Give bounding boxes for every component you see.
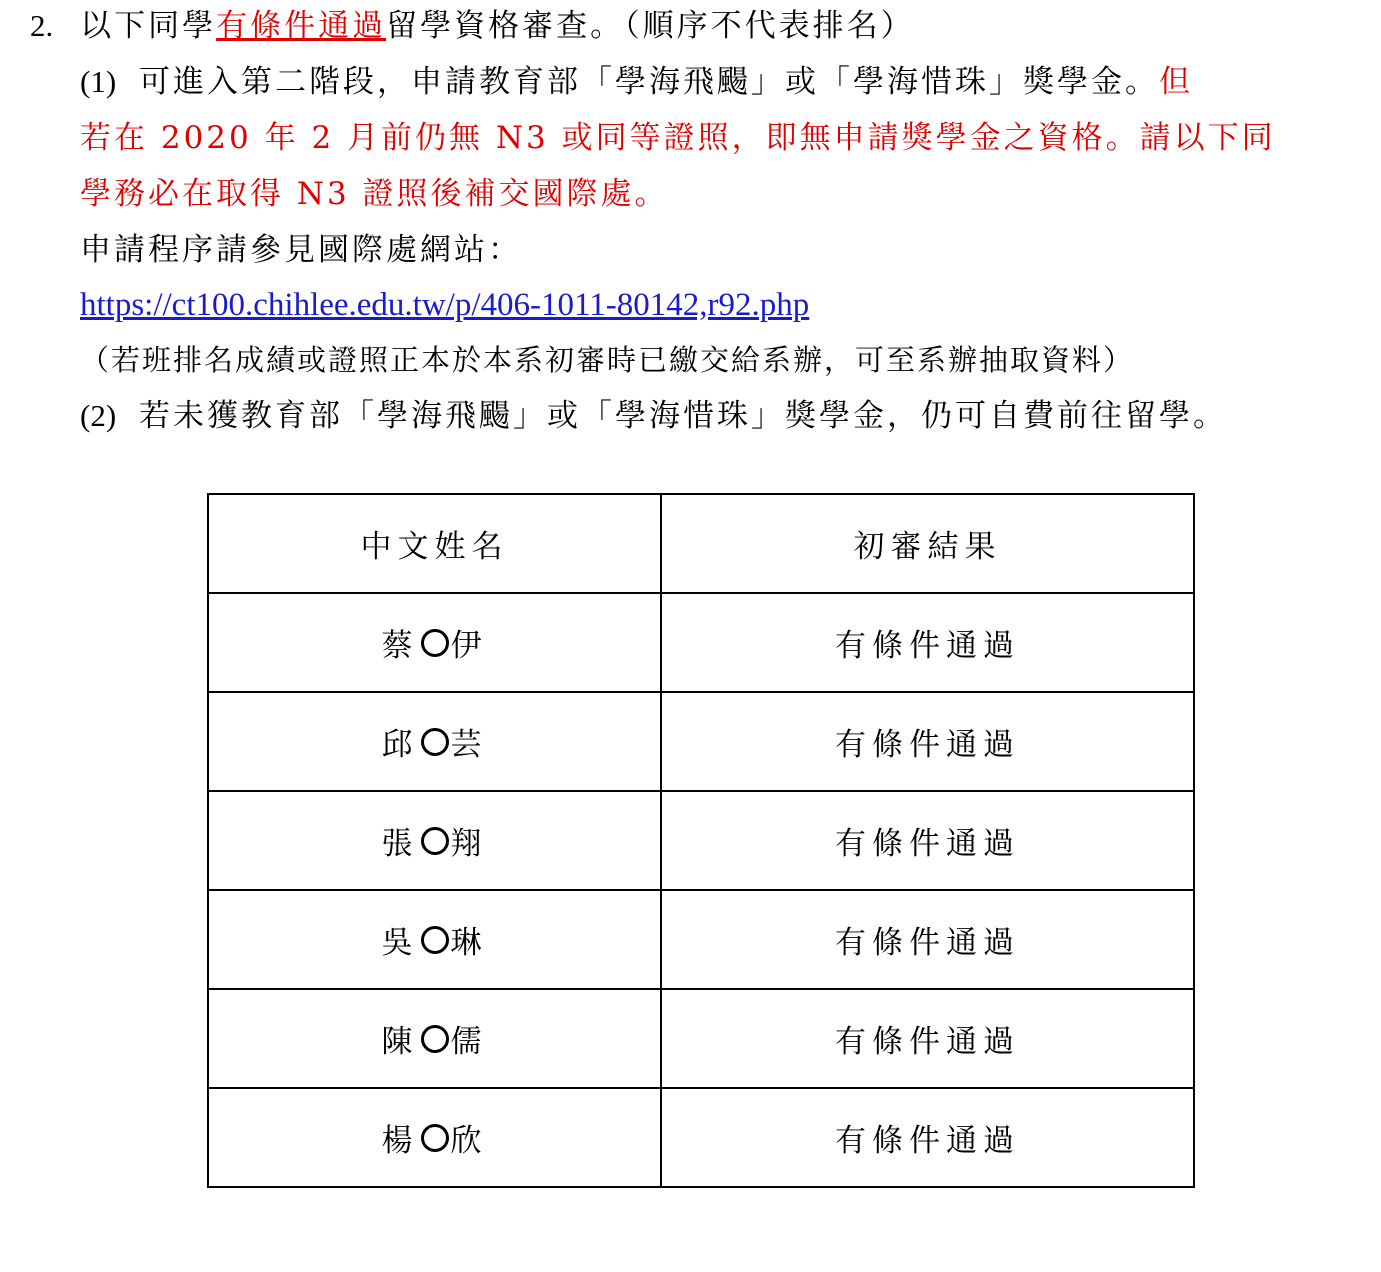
intro-highlight: 有條件通過 [216, 8, 387, 44]
table-row [208, 593, 1194, 692]
name-first: 邱 [381, 727, 419, 763]
table-row [208, 1088, 1194, 1187]
item1-text: 可進入第二階段，申請教育部「學海飛颺」或「學海惜珠」獎學金。 [139, 64, 1160, 100]
header-name: 中文姓名 [208, 494, 661, 593]
item2-line [80, 396, 1227, 436]
review-result: 有條件通過 [661, 593, 1194, 692]
masked-char-icon [421, 926, 449, 954]
review-result: 有條件通過 [661, 1088, 1194, 1187]
intro-after: 留學資格審查。（順序不代表排名） [386, 8, 915, 44]
student-name [208, 593, 661, 692]
student-name [208, 989, 661, 1088]
masked-char-icon [421, 629, 449, 657]
section-number: 2. [30, 8, 54, 43]
name-first: 楊 [381, 1123, 419, 1159]
section-heading [30, 6, 915, 46]
header-result: 初審結果 [661, 494, 1194, 593]
table-row [208, 791, 1194, 890]
table-header-row [208, 494, 1194, 593]
student-name [208, 890, 661, 989]
masked-char-icon [421, 827, 449, 855]
item2-marker: (2) [80, 398, 117, 433]
student-name [208, 1088, 661, 1187]
table-row [208, 989, 1194, 1088]
item1-red-line-2: 若在 2020 年 2 月前仍無 N3 或同等證照，即無申請獎學金之資格。請以下同 [80, 120, 1276, 156]
name-last: 伊 [450, 628, 488, 664]
item1-note: （若班排名成績或證照正本於本系初審時已繳交給系辦，可至系辦抽取資料） [80, 343, 1135, 377]
name-first: 吳 [381, 925, 419, 961]
student-name [208, 692, 661, 791]
name-last: 儒 [450, 1024, 488, 1060]
item1-line [80, 62, 1193, 102]
results-table [207, 493, 1195, 1188]
masked-char-icon [421, 1025, 449, 1053]
name-last: 翔 [450, 826, 488, 862]
masked-char-icon [421, 1124, 449, 1152]
procedure-label: 申請程序請參見國際處網站： [80, 232, 522, 268]
name-last: 芸 [450, 727, 488, 763]
item1-red-line-3: 學務必在取得 N3 證照後補交國際處。 [80, 176, 669, 212]
table-row [208, 890, 1194, 989]
procedure-link[interactable]: https://ct100.chihlee.edu.tw/p/406-1011-80142,r92.php [80, 287, 810, 323]
item2-text: 若未獲教育部「學海飛颺」或「學海惜珠」獎學金，仍可自費前往留學。 [139, 398, 1228, 434]
masked-char-icon [421, 728, 449, 756]
item1-marker: (1) [80, 64, 117, 99]
table-row [208, 692, 1194, 791]
name-first: 陳 [381, 1024, 419, 1060]
review-result: 有條件通過 [661, 791, 1194, 890]
student-name [208, 791, 661, 890]
name-last: 琳 [450, 925, 488, 961]
review-result: 有條件通過 [661, 890, 1194, 989]
name-last: 欣 [450, 1123, 488, 1159]
intro-before: 以下同學 [80, 8, 217, 44]
item1-red-start: 但 [1159, 64, 1194, 100]
review-result: 有條件通過 [661, 692, 1194, 791]
procedure-link-line [80, 285, 809, 325]
review-result: 有條件通過 [661, 989, 1194, 1088]
name-first: 蔡 [381, 628, 419, 664]
name-first: 張 [381, 826, 419, 862]
